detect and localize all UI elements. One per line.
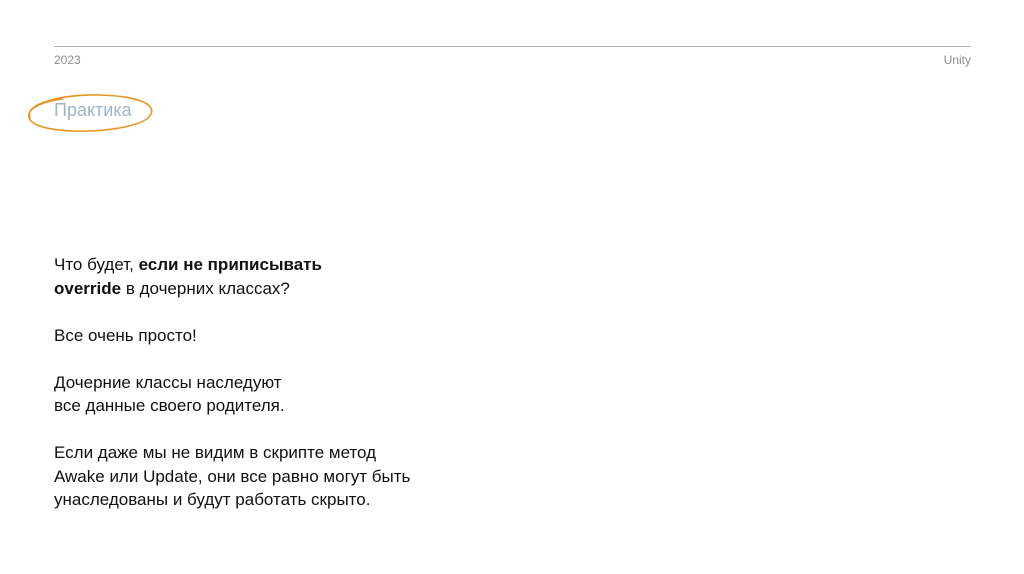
hidden-methods-line-2: Awake или Update, они все равно могут быть — [54, 466, 411, 486]
header-brand: Unity — [943, 53, 971, 67]
hidden-methods-line-3: унаследованы и будут работать скрыто. — [54, 490, 371, 509]
header-year: 2023 — [54, 53, 81, 67]
paragraph-hidden-methods — [54, 441, 494, 512]
paragraph-question — [54, 253, 494, 300]
question-bold-keyword: override — [54, 278, 122, 298]
simple-text: Все очень просто! — [54, 325, 197, 345]
section-title: Практика — [54, 100, 132, 120]
paragraph-simple — [54, 324, 494, 348]
question-lead: Что будет, — [54, 255, 139, 274]
question-bold-phrase: если не приписывать — [138, 255, 322, 274]
header-divider — [54, 46, 971, 47]
inheritance-line-2: все данные своего родителя. — [54, 396, 285, 415]
inheritance-line-1: Дочерние классы наследуют — [54, 372, 282, 392]
body-text — [54, 253, 494, 512]
hidden-methods-line-1: Если даже мы не видим в скрипте метод — [54, 443, 377, 462]
paragraph-inheritance — [54, 371, 494, 418]
question-tail: в дочерних классах? — [121, 278, 290, 298]
